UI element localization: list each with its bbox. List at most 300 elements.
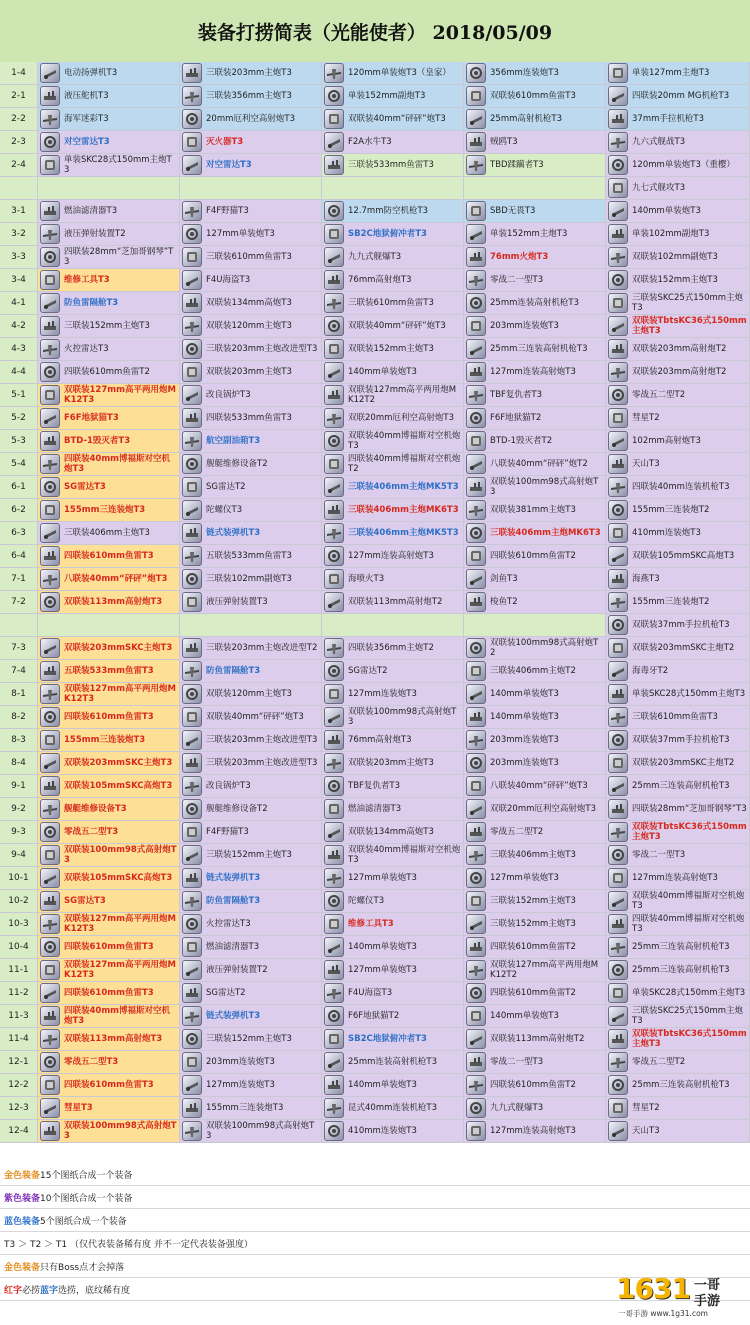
equipment-name: 140mm单装炮T3: [348, 367, 417, 377]
stage-label: 9-4: [0, 844, 38, 866]
equipment-icon: [466, 339, 486, 359]
equipment-name: 双联装40mm“砰砰”炮T3: [206, 712, 304, 722]
equipment-name: 双联装100mm98式高射炮T3: [206, 1121, 315, 1141]
equipment-name: 三联装406mm主炮MK6T3: [348, 505, 459, 515]
equipment-cell: [180, 821, 322, 843]
equipment-cell: [464, 1005, 606, 1027]
equipment-icon: [182, 86, 202, 106]
equipment-icon: [324, 799, 344, 819]
equipment-cell: [38, 85, 180, 107]
equipment-cell: [606, 200, 750, 222]
equipment-cell: [606, 706, 750, 728]
equipment-name: 电动扬弹机T3: [64, 68, 118, 78]
equipment-cell: [322, 959, 464, 981]
equipment-cell: [38, 453, 180, 475]
equipment-name: 双联装40mm“砰砰”炮T3: [348, 321, 446, 331]
equipment-name: 三联装406mm主炮T2: [490, 666, 576, 676]
equipment-icon: [608, 63, 628, 83]
equipment-name: 三联装203mm主炮改进型T3: [206, 735, 318, 745]
equipment-name: 三联装152mm主炮T3: [490, 919, 576, 929]
equipment-cell: [606, 338, 750, 360]
equipment-cell: [322, 614, 464, 636]
equipment-cell: [606, 430, 750, 452]
equipment-name: 双联装40mm博福斯对空机炮T3: [632, 891, 745, 911]
equipment-cell: [180, 637, 322, 659]
equipment-cell: [464, 315, 606, 337]
equipment-icon: [466, 776, 486, 796]
equipment-name: 维修工具T3: [348, 919, 394, 929]
equipment-icon: [466, 362, 486, 382]
equipment-cell: [606, 384, 750, 406]
equipment-icon: [40, 109, 60, 129]
equipment-cell: [180, 706, 322, 728]
equipment-icon: [40, 914, 60, 934]
equipment-cell: [606, 982, 750, 1004]
equipment-name: 单装127mm主炮T3: [632, 68, 710, 78]
equipment-icon: [324, 546, 344, 566]
equipment-cell: [38, 131, 180, 153]
equipment-icon: [608, 1098, 628, 1118]
equipment-cell: [38, 1051, 180, 1073]
equipment-name: 零战五二型T2: [632, 390, 686, 400]
equipment-cell: [464, 177, 606, 199]
stage-label: 11-1: [0, 959, 38, 981]
equipment-name: 155mm三连装炮T3: [206, 1103, 284, 1113]
equipment-icon: [324, 684, 344, 704]
equipment-icon: [608, 592, 628, 612]
equipment-icon: [324, 1006, 344, 1026]
table-row: [0, 913, 750, 936]
equipment-name: 410mm连装炮T3: [632, 528, 701, 538]
equipment-name: 五联装533mm鱼雷T3: [64, 666, 154, 676]
equipment-icon: [182, 431, 202, 451]
equipment-icon: [182, 63, 202, 83]
equipment-name: 12.7mm防空机枪T3: [348, 206, 429, 216]
stage-label: 2-1: [0, 85, 38, 107]
equipment-name: 双联装100mm98式高射炮T3: [348, 707, 457, 727]
stage-label: 6-4: [0, 545, 38, 567]
equipment-name: 127mm单装炮T3: [348, 873, 417, 883]
equipment-icon: [324, 86, 344, 106]
equipment-name: 梭鱼T2: [490, 597, 518, 607]
equipment-icon: [466, 960, 486, 980]
equipment-cell: [38, 821, 180, 843]
equipment-cell: [38, 177, 180, 199]
equipment-name: SBD无畏T3: [490, 206, 536, 216]
table-row: [0, 798, 750, 821]
equipment-cell: [464, 62, 606, 84]
equipment-cell: [38, 1097, 180, 1119]
equipment-icon: [466, 822, 486, 842]
equipment-icon: [324, 822, 344, 842]
equipment-cell: [180, 982, 322, 1004]
equipment-name: 四联装20mm MG机枪T3: [632, 91, 730, 101]
equipment-name: SG雷达T3: [64, 896, 106, 906]
legend-blue-text: 5个图纸合成一个装备: [40, 1216, 127, 1227]
table-row: [0, 131, 750, 154]
equipment-name: 三联装406mm主炮T3: [64, 528, 150, 538]
equipment-cell: [38, 108, 180, 130]
table-row: [0, 177, 750, 200]
equipment-cell: [606, 545, 750, 567]
table-row: [0, 223, 750, 246]
equipment-icon: [182, 546, 202, 566]
equipment-icon: [324, 201, 344, 221]
equipment-cell: [606, 683, 750, 705]
equipment-icon: [466, 454, 486, 474]
equipment-cell: [606, 1120, 750, 1142]
equipment-name: 双联装105mmSKC高炮T3: [64, 873, 173, 883]
stage-label: [0, 614, 38, 636]
equipment-icon: [182, 270, 202, 290]
equipment-icon: [608, 224, 628, 244]
equipment-cell: [38, 844, 180, 866]
equipment-icon: [182, 362, 202, 382]
equipment-icon: [182, 776, 202, 796]
equipment-cell: [180, 913, 322, 935]
equipment-name: 单装SKC28式150mm主炮T3: [632, 689, 746, 699]
equipment-icon: [40, 132, 60, 152]
equipment-name: 25mm连装高射机枪T3: [348, 1057, 437, 1067]
equipment-cell: [322, 568, 464, 590]
equipment-cell: [180, 108, 322, 130]
equipment-icon: [608, 1029, 628, 1049]
equipment-icon: [182, 868, 202, 888]
equipment-name: 彗星T2: [632, 413, 660, 423]
equipment-icon: [466, 937, 486, 957]
equipment-name: 三联装406mm主炮T3: [490, 850, 576, 860]
equipment-icon: [40, 201, 60, 221]
equipment-icon: [608, 132, 628, 152]
equipment-name: 双联装100mm98式高射炮T3: [64, 1121, 177, 1141]
equipment-icon: [324, 937, 344, 957]
equipment-cell: [322, 338, 464, 360]
equipment-name: 140mm单装炮T3: [632, 206, 701, 216]
equipment-cell: [464, 131, 606, 153]
equipment-cell: [606, 223, 750, 245]
equipment-name: 双联装203mm高射炮T2: [632, 367, 727, 377]
equipment-icon: [466, 408, 486, 428]
table-row: [0, 85, 750, 108]
equipment-name: 九六式舰战T3: [632, 137, 686, 147]
equipment-cell: [322, 476, 464, 498]
equipment-icon: [324, 1121, 344, 1141]
equipment-cell: [606, 936, 750, 958]
equipment-icon: [182, 109, 202, 129]
equipment-name: 海燕T3: [632, 574, 660, 584]
table-row: [0, 384, 750, 407]
equipment-name: 410mm连装炮T3: [348, 1126, 417, 1136]
equipment-cell: [180, 85, 322, 107]
equipment-name: 零战二一型T3: [632, 850, 686, 860]
equipment-cell: [180, 430, 322, 452]
equipment-icon: [466, 1006, 486, 1026]
equipment-cell: [322, 269, 464, 291]
equipment-icon: [608, 615, 628, 635]
equipment-icon: [324, 523, 344, 543]
equipment-cell: [322, 200, 464, 222]
legend-purple-text: 10个图纸合成一个装备: [40, 1193, 133, 1204]
equipment-cell: [38, 1074, 180, 1096]
equipment-cell: [464, 936, 606, 958]
equipment-icon: [182, 247, 202, 267]
equipment-icon: [466, 316, 486, 336]
equipment-cell: [38, 269, 180, 291]
equipment-icon: [608, 569, 628, 589]
equipment-icon: [608, 523, 628, 543]
equipment-icon: [466, 132, 486, 152]
equipment-icon: [608, 684, 628, 704]
equipment-cell: [606, 476, 750, 498]
equipment-cell: [464, 476, 606, 498]
equipment-name: 四联装610mm鱼雷T2: [490, 988, 576, 998]
equipment-cell: [606, 1097, 750, 1119]
equipment-cell: [322, 683, 464, 705]
equipment-cell: [606, 867, 750, 889]
equipment-icon: [608, 661, 628, 681]
equipment-cell: [180, 614, 322, 636]
equipment-name: 155mm三连装炮T3: [64, 505, 146, 515]
equipment-cell: [606, 752, 750, 774]
equipment-icon: [608, 937, 628, 957]
equipment-icon: [40, 247, 60, 267]
equipment-icon: [466, 109, 486, 129]
equipment-cell: [322, 131, 464, 153]
equipment-cell: [322, 752, 464, 774]
equipment-cell: [322, 177, 464, 199]
legend-boss-text: 只有Boss点才会掉落: [40, 1262, 125, 1273]
equipment-name: 九七式舰攻T3: [632, 183, 686, 193]
equipment-cell: [322, 660, 464, 682]
equipment-cell: [322, 867, 464, 889]
equipment-name: 舰艇维修设备T2: [206, 459, 268, 469]
equipment-icon: [466, 270, 486, 290]
equipment-icon: [466, 523, 486, 543]
equipment-icon: [466, 201, 486, 221]
equipment-icon: [40, 523, 60, 543]
equipment-icon: [466, 1052, 486, 1072]
equipment-icon: [324, 868, 344, 888]
equipment-cell: [322, 775, 464, 797]
equipment-name: 四联装28mm“芝加哥钢琴”T3: [632, 804, 747, 814]
equipment-cell: [38, 315, 180, 337]
equipment-icon: [608, 868, 628, 888]
equipment-icon: [324, 707, 344, 727]
equipment-icon: [466, 293, 486, 313]
equipment-name: 76mm火炮T3: [490, 252, 549, 262]
equipment-icon: [466, 753, 486, 773]
equipment-cell: [606, 798, 750, 820]
equipment-icon: [40, 477, 60, 497]
equipment-name: 双联装127mm高平两用炮MK12T3: [64, 385, 176, 405]
equipment-icon: [608, 431, 628, 451]
equipment-name: 三联装203mm主炮改进型T3: [206, 758, 318, 768]
equipment-name: BTD-1毁灭者T3: [64, 436, 131, 446]
equipment-name: 三联装SKC25式150mm主炮T3: [632, 293, 744, 313]
equipment-icon: [182, 799, 202, 819]
table-row: [0, 407, 750, 430]
equipment-name: 灭火器T3: [206, 137, 244, 147]
stage-label: 2-2: [0, 108, 38, 130]
equipment-icon: [182, 707, 202, 727]
equipment-icon: [466, 477, 486, 497]
equipment-name: 双联装152mm主炮T3: [348, 344, 434, 354]
equipment-icon: [608, 546, 628, 566]
equipment-name: 三联装610mm鱼雷T3: [632, 712, 718, 722]
equipment-cell: [606, 660, 750, 682]
equipment-name: 127mm单装炮T3: [348, 965, 417, 975]
equipment-cell: [180, 62, 322, 84]
equipment-name: 火控雷达T3: [206, 919, 251, 929]
equipment-name: 对空雷达T3: [206, 160, 252, 170]
equipment-name: 贼鸥T3: [490, 137, 518, 147]
equipment-icon: [40, 822, 60, 842]
equipment-name: 双联装TbtsKC36式150mm主炮T3: [632, 316, 747, 336]
equipment-icon: [182, 569, 202, 589]
equipment-name: 双联装40mm“砰砰”炮T3: [348, 114, 446, 124]
table-row: [0, 62, 750, 85]
equipment-name: 液压舵机T3: [64, 91, 109, 101]
equipment-name: 天山T3: [632, 459, 660, 469]
equipment-name: 海军迷彩T3: [64, 114, 109, 124]
equipment-icon: [324, 477, 344, 497]
equipment-icon: [182, 638, 202, 658]
equipment-name: 37mm手拉机枪T3: [632, 114, 704, 124]
equipment-name: 彗星T3: [64, 1103, 93, 1113]
equipment-icon: [324, 385, 344, 405]
equipment-cell: [180, 131, 322, 153]
equipment-cell: [38, 384, 180, 406]
equipment-cell: [322, 361, 464, 383]
equipment-name: F6F地狱猫T2: [348, 1011, 400, 1021]
equipment-cell: [180, 246, 322, 268]
legend-red-mid: 必捞: [22, 1285, 41, 1296]
equipment-name: 双联装134mm高炮T3: [206, 298, 292, 308]
equipment-icon: [608, 638, 628, 658]
equipment-cell: [180, 223, 322, 245]
equipment-cell: [180, 361, 322, 383]
stage-label: [0, 177, 38, 199]
equipment-name: 双联装40mm博福斯对空机炮T3: [348, 431, 461, 451]
equipment-cell: [606, 729, 750, 751]
equipment-cell: [464, 568, 606, 590]
table-row: [0, 1028, 750, 1051]
stage-label: 5-1: [0, 384, 38, 406]
equipment-name: 140mm单装炮T3: [490, 712, 559, 722]
equipment-icon: [182, 592, 202, 612]
equipment-name: 双联装203mmSKC主炮T2: [632, 643, 735, 653]
equipment-icon: [608, 822, 628, 842]
equipment-name: 双联装105mmSKC高炮T3: [632, 551, 735, 561]
equipment-name: 单装102mm副炮T3: [632, 229, 710, 239]
equipment-icon: [324, 638, 344, 658]
equipment-icon: [182, 822, 202, 842]
equipment-cell: [322, 108, 464, 130]
equipment-cell: [180, 568, 322, 590]
equipment-cell: [464, 361, 606, 383]
equipment-cell: [180, 1097, 322, 1119]
equipment-name: 203mm连装炮T3: [490, 735, 559, 745]
equipment-name: 三联装533mm鱼雷T3: [348, 160, 434, 170]
equipment-cell: [322, 1051, 464, 1073]
table-row: [0, 453, 750, 476]
equipment-icon: [40, 1098, 60, 1118]
equipment-name: 双联装113mm高射炮T3: [64, 597, 163, 607]
equipment-cell: [464, 545, 606, 567]
equipment-cell: [180, 1028, 322, 1050]
equipment-icon: [40, 293, 60, 313]
equipment-cell: [606, 315, 750, 337]
equipment-icon: [608, 293, 628, 313]
stage-label: 12-3: [0, 1097, 38, 1119]
equipment-icon: [608, 339, 628, 359]
stage-label: 7-4: [0, 660, 38, 682]
legend-gold-text: 15个图纸合成一个装备: [40, 1170, 133, 1181]
equipment-cell: [606, 913, 750, 935]
equipment-cell: [606, 177, 750, 199]
equipment-name: 航空副油箱T3: [206, 436, 261, 446]
table-row: [0, 315, 750, 338]
equipment-cell: [322, 384, 464, 406]
equipment-cell: [322, 913, 464, 935]
equipment-cell: [606, 522, 750, 544]
equipment-name: 四联装40mm博福斯对空机炮T3: [632, 914, 745, 934]
equipment-cell: [322, 890, 464, 912]
table-row: [0, 246, 750, 269]
equipment-name: 九九式舰爆T3: [348, 252, 402, 262]
stage-label: 11-2: [0, 982, 38, 1004]
table-row: [0, 729, 750, 752]
equipment-name: 双联装40mm博福斯对空机炮T3: [348, 845, 461, 865]
equipment-name: 陀螺仪T3: [206, 505, 243, 515]
table-row: [0, 706, 750, 729]
equipment-icon: [324, 914, 344, 934]
table-row: [0, 200, 750, 223]
equipment-cell: [180, 338, 322, 360]
equipment-name: 双联20mm厄利空高射炮T3: [490, 804, 596, 814]
equipment-cell: [606, 844, 750, 866]
equipment-cell: [464, 108, 606, 130]
equipment-icon: [466, 592, 486, 612]
stage-label: 7-3: [0, 637, 38, 659]
equipment-name: 海毒牙T2: [632, 666, 669, 676]
equipment-icon: [608, 155, 628, 175]
equipment-name: F2A水牛T3: [348, 137, 392, 147]
stage-label: 10-3: [0, 913, 38, 935]
equipment-icon: [466, 891, 486, 911]
equipment-name: 链式装弹机T3: [206, 528, 261, 538]
equipment-icon: [182, 1029, 202, 1049]
equipment-cell: [322, 154, 464, 176]
equipment-icon: [182, 753, 202, 773]
stage-label: 3-1: [0, 200, 38, 222]
equipment-icon: [466, 63, 486, 83]
equipment-name: 单装SKC28式150mm主炮T3: [64, 155, 172, 175]
equipment-icon: [324, 293, 344, 313]
equipment-icon: [182, 730, 202, 750]
equipment-icon: [608, 891, 628, 911]
equipment-name: 双联装203mm主炮T3: [206, 367, 292, 377]
equipment-cell: [180, 499, 322, 521]
equipment-cell: [322, 246, 464, 268]
equipment-cell: [606, 775, 750, 797]
equipment-cell: [322, 1074, 464, 1096]
equipment-name: 三联装203mm主炮改进型T3: [206, 344, 318, 354]
equipment-cell: [38, 890, 180, 912]
stage-label: 4-1: [0, 292, 38, 314]
legend-tier-text: T3 ＞ T2 ＞ T1 （仅代表装备稀有度 并不一定代表装备强度）: [4, 1239, 253, 1250]
equipment-name: F4F野猫T3: [206, 206, 249, 216]
